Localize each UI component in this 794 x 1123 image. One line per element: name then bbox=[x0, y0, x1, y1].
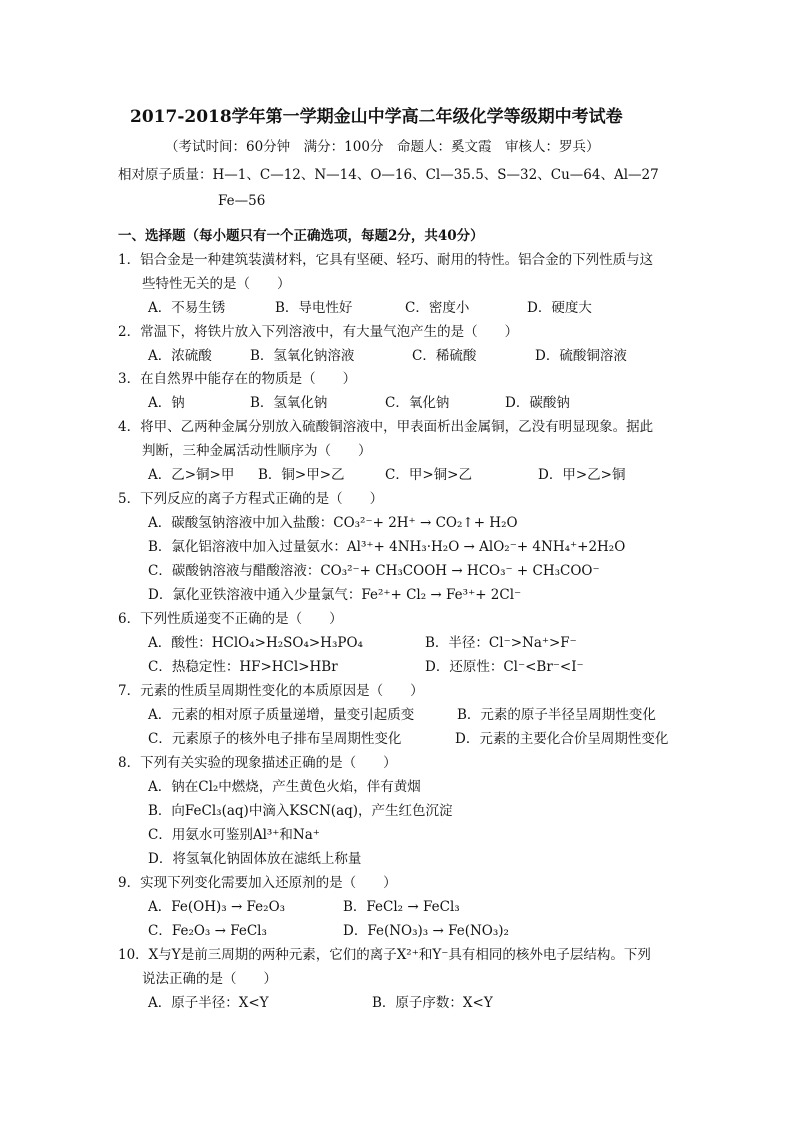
option-b: B．氢氧化钠溶液 bbox=[250, 348, 355, 364]
atomic-mass-line-1: 相对原子质量：H—1、C—12、N—14、O—16、Cl—35.5、S—32、Cu—64、Al—27 bbox=[118, 167, 659, 183]
option-c: C．甲>铜>乙 bbox=[385, 467, 472, 483]
option-d: D．硫酸铜溶液 bbox=[535, 348, 627, 364]
option-d: D．硬度大 bbox=[527, 300, 592, 316]
option-b: B．氯化铝溶液中加入过量氨水：Al³⁺+ 4NH₃·H₂O → AlO₂⁻+ 4NH₄⁺+2H₂O bbox=[148, 539, 626, 555]
option-d: D．甲>乙>铜 bbox=[538, 467, 626, 483]
question-stem: 7．元素的性质呈周期性变化的本质原因是（ ） bbox=[118, 683, 424, 699]
option-c: C．元素原子的核外电子排布呈周期性变化 bbox=[148, 731, 402, 747]
option-c: C．氧化钠 bbox=[385, 395, 450, 411]
section-heading: 一、选择题（每小题只有一个正确选项，每题2分，共40分） bbox=[118, 228, 484, 244]
option-a: A．原子半径：X<Y bbox=[148, 995, 269, 1011]
question-stem: 2．常温下，将铁片放入下列溶液中，有大量气泡产生的是（ ） bbox=[118, 324, 519, 340]
option-c: C．用氨水可鉴别Al³⁺和Na⁺ bbox=[148, 827, 320, 843]
option-b: B．半径：Cl⁻>Na⁺>F⁻ bbox=[425, 635, 577, 651]
option-d: D．元素的主要化合价呈周期性变化 bbox=[455, 731, 669, 747]
option-a: A．碳酸氢钠溶液中加入盐酸：CO₃²⁻+ 2H⁺ → CO₂↑+ H₂O bbox=[148, 515, 518, 531]
option-d: D．Fe(NO₃)₃ → Fe(NO₃)₂ bbox=[343, 923, 509, 939]
question-stem: 3．在自然界中能存在的物质是（ ） bbox=[118, 371, 357, 387]
question-stem: 6．下列性质递变不正确的是（ ） bbox=[118, 611, 343, 627]
question-stem: 说法正确的是（ ） bbox=[142, 971, 277, 987]
option-b: B．氢氧化钠 bbox=[250, 395, 328, 411]
option-a: A．不易生锈 bbox=[148, 300, 226, 316]
option-d: D．碳酸钠 bbox=[505, 395, 570, 411]
question-stem: 5．下列反应的离子方程式正确的是（ ） bbox=[118, 491, 384, 507]
option-d: D．氯化亚铁溶液中通入少量氯气：Fe²⁺+ Cl₂ → Fe³⁺+ 2Cl⁻ bbox=[148, 587, 522, 603]
option-d: D．还原性：Cl⁻<Br⁻<I⁻ bbox=[425, 659, 584, 675]
question-stem: 8．下列有关实验的现象描述正确的是（ ） bbox=[118, 755, 397, 771]
question-stem: 些特性无关的是（ ） bbox=[142, 276, 291, 292]
question-stem: 判断，三种金属活动性顺序为（ ） bbox=[142, 443, 372, 459]
option-a: A．钠 bbox=[148, 395, 185, 411]
option-b: B．元素的原子半径呈周期性变化 bbox=[457, 707, 656, 723]
option-b: B．原子序数：X<Y bbox=[372, 995, 493, 1011]
question-stem: 10．X与Y是前三周期的两种元素，它们的离子X²⁺和Y⁻具有相同的核外电子层结构。下列 bbox=[118, 947, 651, 963]
option-a: A．Fe(OH)₃ → Fe₂O₃ bbox=[148, 899, 286, 915]
exam-info: （考试时间：60分钟 满分：100分 命题人：奚文霞 审核人：罗兵） bbox=[165, 139, 600, 155]
option-c: C．Fe₂O₃ → FeCl₃ bbox=[148, 923, 267, 939]
option-a: A．乙>铜>甲 bbox=[148, 467, 235, 483]
exam-title: 2017-2018学年第一学期金山中学高二年级化学等级期中考试卷 bbox=[130, 107, 623, 127]
option-c: C．密度小 bbox=[405, 300, 470, 316]
option-c: C．碳酸钠溶液与醋酸溶液：CO₃²⁻+ CH₃COOH → HCO₃⁻ + CH₃COO⁻ bbox=[148, 563, 600, 579]
question-stem: 4．将甲、乙两种金属分别放入硫酸铜溶液中，甲表面析出金属铜，乙没有明显现象。据此 bbox=[118, 419, 654, 435]
option-d: D．将氢氧化钠固体放在滤纸上称量 bbox=[148, 851, 362, 867]
option-b: B．导电性好 bbox=[275, 300, 353, 316]
atomic-mass-line-2: Fe—56 bbox=[218, 193, 266, 209]
option-c: C．稀硫酸 bbox=[412, 348, 477, 364]
option-b: B．FeCl₂ → FeCl₃ bbox=[343, 899, 460, 915]
option-b: B．向FeCl₃(aq)中滴入KSCN(aq)，产生红色沉淀 bbox=[148, 803, 453, 819]
option-c: C．热稳定性：HF>HCl>HBr bbox=[148, 659, 338, 675]
option-a: A．钠在Cl₂中燃烧，产生黄色火焰，伴有黄烟 bbox=[148, 779, 421, 795]
option-a: A．酸性：HClO₄>H₂SO₄>H₃PO₄ bbox=[148, 635, 363, 651]
question-stem: 1．铝合金是一种建筑装潢材料，它具有坚硬、轻巧、耐用的特性。铝合金的下列性质与这 bbox=[118, 252, 654, 268]
option-a: A．浓硫酸 bbox=[148, 348, 212, 364]
question-stem: 9．实现下列变化需要加入还原剂的是（ ） bbox=[118, 875, 397, 891]
option-a: A．元素的相对原子质量递增，量变引起质变 bbox=[148, 707, 415, 723]
option-b: B．铜>甲>乙 bbox=[258, 467, 345, 483]
